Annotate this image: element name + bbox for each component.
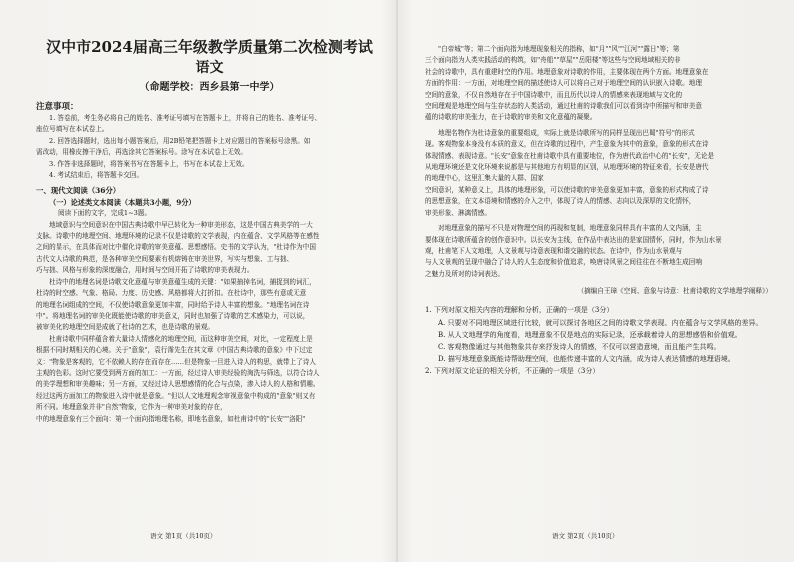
passage-right [425,44,772,280]
passage-line: 中的地理意象有三个面向：第一个面向指地理名称，即地名意象，如杜甫诗中的"长安""洛阳" [36,414,306,423]
passage-line: 要体现在诗歌所蕴含的创作意识中。以长安为主线，在作品中表达出的是家国情怀，同时，作为山水景 [425,235,722,244]
passage-line: 社会的诗歌中，具有重建时空的作用。地理意象对诗歌的作用，主要体现在两个方面。地理意象在 [425,67,709,76]
question-1-options [425,317,772,366]
passage-line: 的地理名词组成的空间，不仅使诗歌意象更加丰富，同时给予诗人丰富的想象。"地理名词在诗 [36,300,310,309]
question-1: 1. 下列对原文相关内容的理解和分析，正确的一项是（3分） [425,305,614,314]
passage-line: 古代文人诗歌的典范，是各种审美空间要素有机熔铸在审美世界，写实与想象、工与拙、 [36,254,294,263]
notice-line: 3. 作答非选择题时，将答案书写在答题卡上，书写在本试卷上无效。 [49,159,249,168]
passage-line: 三个面向指为人类实践活动的构筑，如"舟船""草屋""岳阳楼"等这些与空间地域相关的非 [425,56,681,65]
passage-source: （摘编自王璋《空间、意象与诗意：杜甫诗歌的文学地理学阐释》） [577,287,772,296]
passage-line: 现。客观物象本身没有本质的意义，但在诗歌的过程中，产生意象为其中的意象，意象的形式在诗 [425,140,709,149]
passage-line: 地域意识与空间意识在中国古典诗歌中早已转化为一种审美形态，这是中国古典美学的一大 [49,220,313,229]
notice-heading: 注意事项： [36,102,79,112]
passage-line: 之间的显示，在具体而对比中催化诗歌的审美意蕴、思想感悟。史书的文学认为，"杜诗作为中国 [36,243,316,252]
passage-line: 方面的作用：一方面，对地理空间的描述使诗人可以将自己对于地理空间的认识嵌入诗歌。地理 [425,79,702,88]
passage-line: 杜诗的时空感、气象、格局、力度、历史感、风格都将大打折扣。在杜诗中，那些有意或无意 [36,289,307,298]
notice-line: 座位号填写在本试卷上。 [36,125,109,134]
right-page [397,0,794,562]
passage-line: 的思想意象，在文本语境和情感的介入之中，体现了诗人的情感、志向以及深厚的文化情怀， [425,197,696,206]
passage-line: 杜甫诗歌中同样蕴含着大量诗人情感化的地理空间，而这种审美空间，对比，一定程度上是 [49,334,313,343]
notice-line: 需改动，用橡皮擦干净后，再选涂其它答案标号。涂写在本试卷上无效。 [36,148,247,157]
reading-instruction: 阅读下面的文字，完成1~3题。 [58,209,152,218]
passage-line: 巧与拙、风格与形象的深度融合，用时间与空间开拓了诗歌的审美表现力。 [36,266,254,275]
passage-line: 空间理观是地理空间与生存状态的人类活动，通过杜甫的诗歌我们可以看到诗中所描写和审美意 [425,102,702,111]
passage-line: 从地理环境还是文化环境来说都是与其他地方有明显的区别，从地理环境的特征来看，长安是唐代 [425,163,709,172]
notice-line: 1. 答卷前，考生务必将自己的姓名、准考证号填写在答题卡上，并将自己的姓名、准考证号、 [49,114,322,122]
notice-line: 4. 考试结束后，将答题卡交回。 [49,171,144,180]
passage-line: 对地理意象的描写不只是对物理空间的再现和复制，地理意象同样具有丰富的人文内涵，主 [438,224,702,233]
passage-line: 被审美化的地理空间是成就了杜诗的艺术，也是诗歌的景观。 [36,323,215,332]
option-d: D. 描写地理意象既能诗帮助理空间，也能传递丰富的人文内涵，成为诗人表达情感的地理语境。 [438,355,735,364]
question-2: 2. 下列对原文论证的相关分析，不正确的一项是（3分） [425,367,600,376]
passage-line: 空间意识，某种意义上，具体的地理形象，可以使诗歌的审美意象更加丰富，意象的形式构成了诗 [425,185,709,194]
passage-line: 与人文景观的呈现中融合了诗人的人生态度和价值追求，唤唐诗风景之间往往在不断地生成回响 [425,258,702,267]
page-footer-right: 语文 第2页（共10页） [552,532,619,540]
section-heading: 一、现代文阅读（36分） [36,186,121,196]
passage-line: 经过这两方面加工的物象进入诗中就是意象。"但以人文地理观念审视意象中构成的"意象"则又有 [36,391,316,400]
subject-title: 语文 [195,60,224,76]
subsection-heading: （一）论述类文本阅读（本题共3小题，9分） [49,197,196,207]
option-a: A. 只要对不同地理区域进行比较，就可以探讨各地区之间的诗歌文学表现、内在蕴含与文学风格的差异。 [438,318,763,327]
passage-line: 空间的意象，不仅自然地存在于中国诗歌中，而且历代以诗人的情感来表现地域与文化的 [425,90,683,99]
notice-list [36,113,383,181]
passage-line: 的美学理想和审美趣味；另一方面，又经过诗人思想感情的化合与点染，渗入诗人的人格和情趣。 [36,380,320,389]
passage-line: 体现情感、表现诗意。"长安"意象在杜甫诗歌中具有重要地位，作为唐代政治中心的"长安"，无论是 [425,151,715,160]
passage-line: 所不同。地理意象并非"自然"物象，它作为一种审美对象的存在， [36,403,227,412]
option-b: B. 从人文地理学的角度看，地理意象不仅是地点的实际记录，还承载着诗人的思想感悟和价值观。 [438,330,742,339]
passage-line: 之魅力及所对的诗词表达。 [425,269,505,278]
passage-line: 地理名物作为杜诗意象的重要组成，实际上就是诗歌所写的同样呈现出巴蜀"符号"的形式 [438,128,695,137]
option-c: C. 客观物像通过与其他物象共存来抒发诗人的情感，不仅可以营造意境，而且能产生共鸣。 [438,342,721,351]
passage-line: 义："物象是客观的，它不依赖人的存在而存在……但是物象一旦进入诗人的构思，就带上了诗人 [36,357,316,366]
notice-line: 2. 回答选择题时，选出每小题答案后，用2B铅笔把答题卡上对应题目的答案标号涂黑。如 [49,136,311,145]
passage-line: 蕴的诗歌的审美张力，在于诗歌的审美和文化意蕴的凝聚。 [425,113,597,122]
exam-title: 汉中市2024届高三年级教学质量第二次检测考试 [46,38,373,56]
page-footer-left: 语文 第1页（共10页） [150,532,217,540]
passage-line: 中"。将地理名词的审美化既能使诗歌的审美意义，同时也加强了诗歌的艺术感染力，可以说， [36,311,310,320]
passage-line: 的地理中心，这里汇集大量的人群、国家 [425,174,544,183]
passage-line: 审美形象、淋漓情感。 [425,208,491,217]
school-name: （命题学校：西乡县第一中学） [139,82,280,93]
passage-line: 杜诗中的地理名词是诗歌文化意蕴与审美意蕴生成的关键："如果抽掉名词，捕捉到的词汇， [49,277,316,286]
passage-line: "白帝城"等；第二个面向指为地理现象相关的指称，如"月""风""江河""露日"等；第 [438,45,680,53]
passage-line: 根据不同时期相关的心境。关于"意象"，袁行霈先生在其文章《中国古典诗歌的意象》中下过定 [36,346,313,355]
passage-line: 支脉。诗歌中的地理空间、地理环境的记录不仅是诗歌的文学表现，内在蕴含、文学风格等在感性 [36,232,320,241]
passage-left [36,220,383,425]
passage-line: 观，杜甫笔下人文地理，人文景观与诗意表现和谐交融的状态。在诗中，作为山水景观与 [425,246,683,255]
passage-line: 主观的色彩。这时它要受到两方面的加工：一方面，经过诗人审美经验的淘洗与筛选，以符合诗人 [36,368,320,377]
